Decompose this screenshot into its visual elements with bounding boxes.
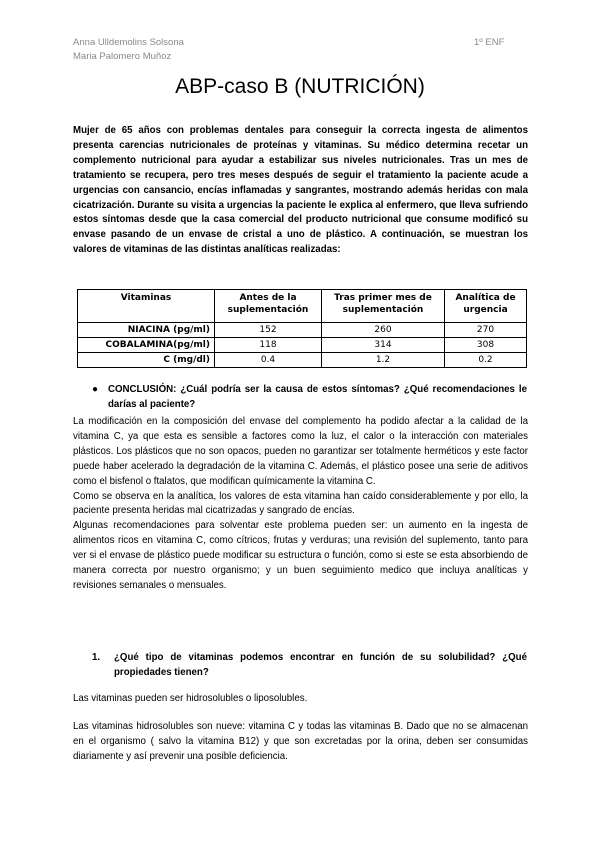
author-1: Anna Ulldemolins Solsona [73, 37, 184, 48]
answer-paragraph: Las vitaminas hidrosolubles son nueve: vitamina C y todas las vitaminas B. Dado que no se almacenan en el organismo ( salvo la vitamina B12) y que son excretadas por la orina, deben ser consumidas diariamente y así prevenir una posible deficiencia. [73, 721, 528, 762]
table-cell: 314 [322, 338, 445, 353]
answer-paragraph: Las vitaminas pueden ser hidrosolubles o liposolubles. [73, 693, 308, 704]
vitamins-table [77, 289, 527, 368]
table-cell: 260 [322, 323, 445, 338]
table-cell: 0.4 [215, 353, 322, 368]
bullet-icon: ● [92, 384, 99, 395]
table-cell: 0.2 [445, 353, 527, 368]
table-cell: 152 [215, 323, 322, 338]
table-row [78, 323, 527, 338]
paragraph: Como se observa en la analítica, los valores de esta vitamina han caído considerablemente y por ello, la paciente presenta heridas mal cicatrizadas y sangrado de encías. [73, 490, 528, 517]
table-row-label: COBALAMINA(pg/ml) [78, 338, 215, 353]
conclusion-heading [108, 382, 527, 412]
table-row-label: NIACINA (pg/ml) [78, 323, 215, 338]
paragraph: Algunas recomendaciones para solventar este problema pueden ser: un aumento en la ingesta de alimentos ricos en vitamina C, como cítricos, frutas y verduras; una revisión del suplemento, tanto para ver si el envase de plástico puede modificar su estructura o función, como si este se esta absorbiendo de manera correcta por nuestro organismo; y un buen seguimiento medico que incluya analíticas y revisiones semanales o mensuales. [73, 520, 528, 591]
conclusion-body [73, 415, 528, 594]
question-text: ¿Qué tipo de vitaminas podemos encontrar en función de su solubilidad? ¿Qué propiedades tienen? [114, 652, 527, 678]
author-2: Maria Palomero Muñoz [73, 51, 172, 62]
table-row [78, 353, 527, 368]
course-label: 1º ENF [474, 37, 505, 48]
table-cell: 270 [445, 323, 527, 338]
table-header-cell: Vitaminas [78, 290, 215, 323]
conclusion-label: CONCLUSIÓN [108, 384, 174, 395]
table-header-cell: Antes de la suplementación [215, 290, 322, 323]
table-row-label: C (mg/dl) [78, 353, 215, 368]
table-cell: 118 [215, 338, 322, 353]
page-title: ABP-caso B (NUTRICIÓN) [175, 75, 425, 98]
table-header-cell: Analítica de urgencia [445, 290, 527, 323]
conclusion-question: : ¿Cuál podría ser la causa de estos síntomas? ¿Qué recomendaciones le darías al paciente? [108, 384, 527, 410]
table-header-cell: Tras primer mes de suplementación [322, 290, 445, 323]
table-row [78, 338, 527, 353]
case-intro: Mujer de 65 años con problemas dentales para conseguir la correcta ingesta de alimentos presenta carencias nutricionales de proteínas y vitaminas. Su médico determina recetar un complemento nutricional para ayudar a estabilizar sus niveles nutricionales. Tras un mes de tratamiento se recupera, pero tres meses después de seguir el tratamiento la paciente acude a urgencias con cansancio, encías inflamadas y sangrantes, mostrando además heridas con mala cicatrización. Durante su visita a urgencias la paciente le explica al enfermero, que lleva sufriendo estos síntomas desde que la casa comercial del producto nutricional que consume modificó su envase pasando de un envase de cristal a uno de plástico. A continuación, se muestran los valores de vitaminas de las distintas analíticas realizadas: [73, 125, 528, 256]
table-header-row [78, 290, 527, 323]
table-cell: 308 [445, 338, 527, 353]
paragraph: La modificación en la composición del envase del complemento ha podido afectar a la calidad de la vitamina C, ya que esta es sensible a factores como la luz, el calor o la interacción con materiales plásticos. Los plásticos que no son opacos, pueden no garantizar ser totalmente herméticos y este factor puede haber acelerado la degradación de la vitamina C. Además, el plástico posee una serie de aditivos como el bisfenol o ftalatos, que modifican químicamente la vitamina C. [73, 416, 528, 487]
table-cell: 1.2 [322, 353, 445, 368]
question-number: 1. [92, 652, 101, 663]
